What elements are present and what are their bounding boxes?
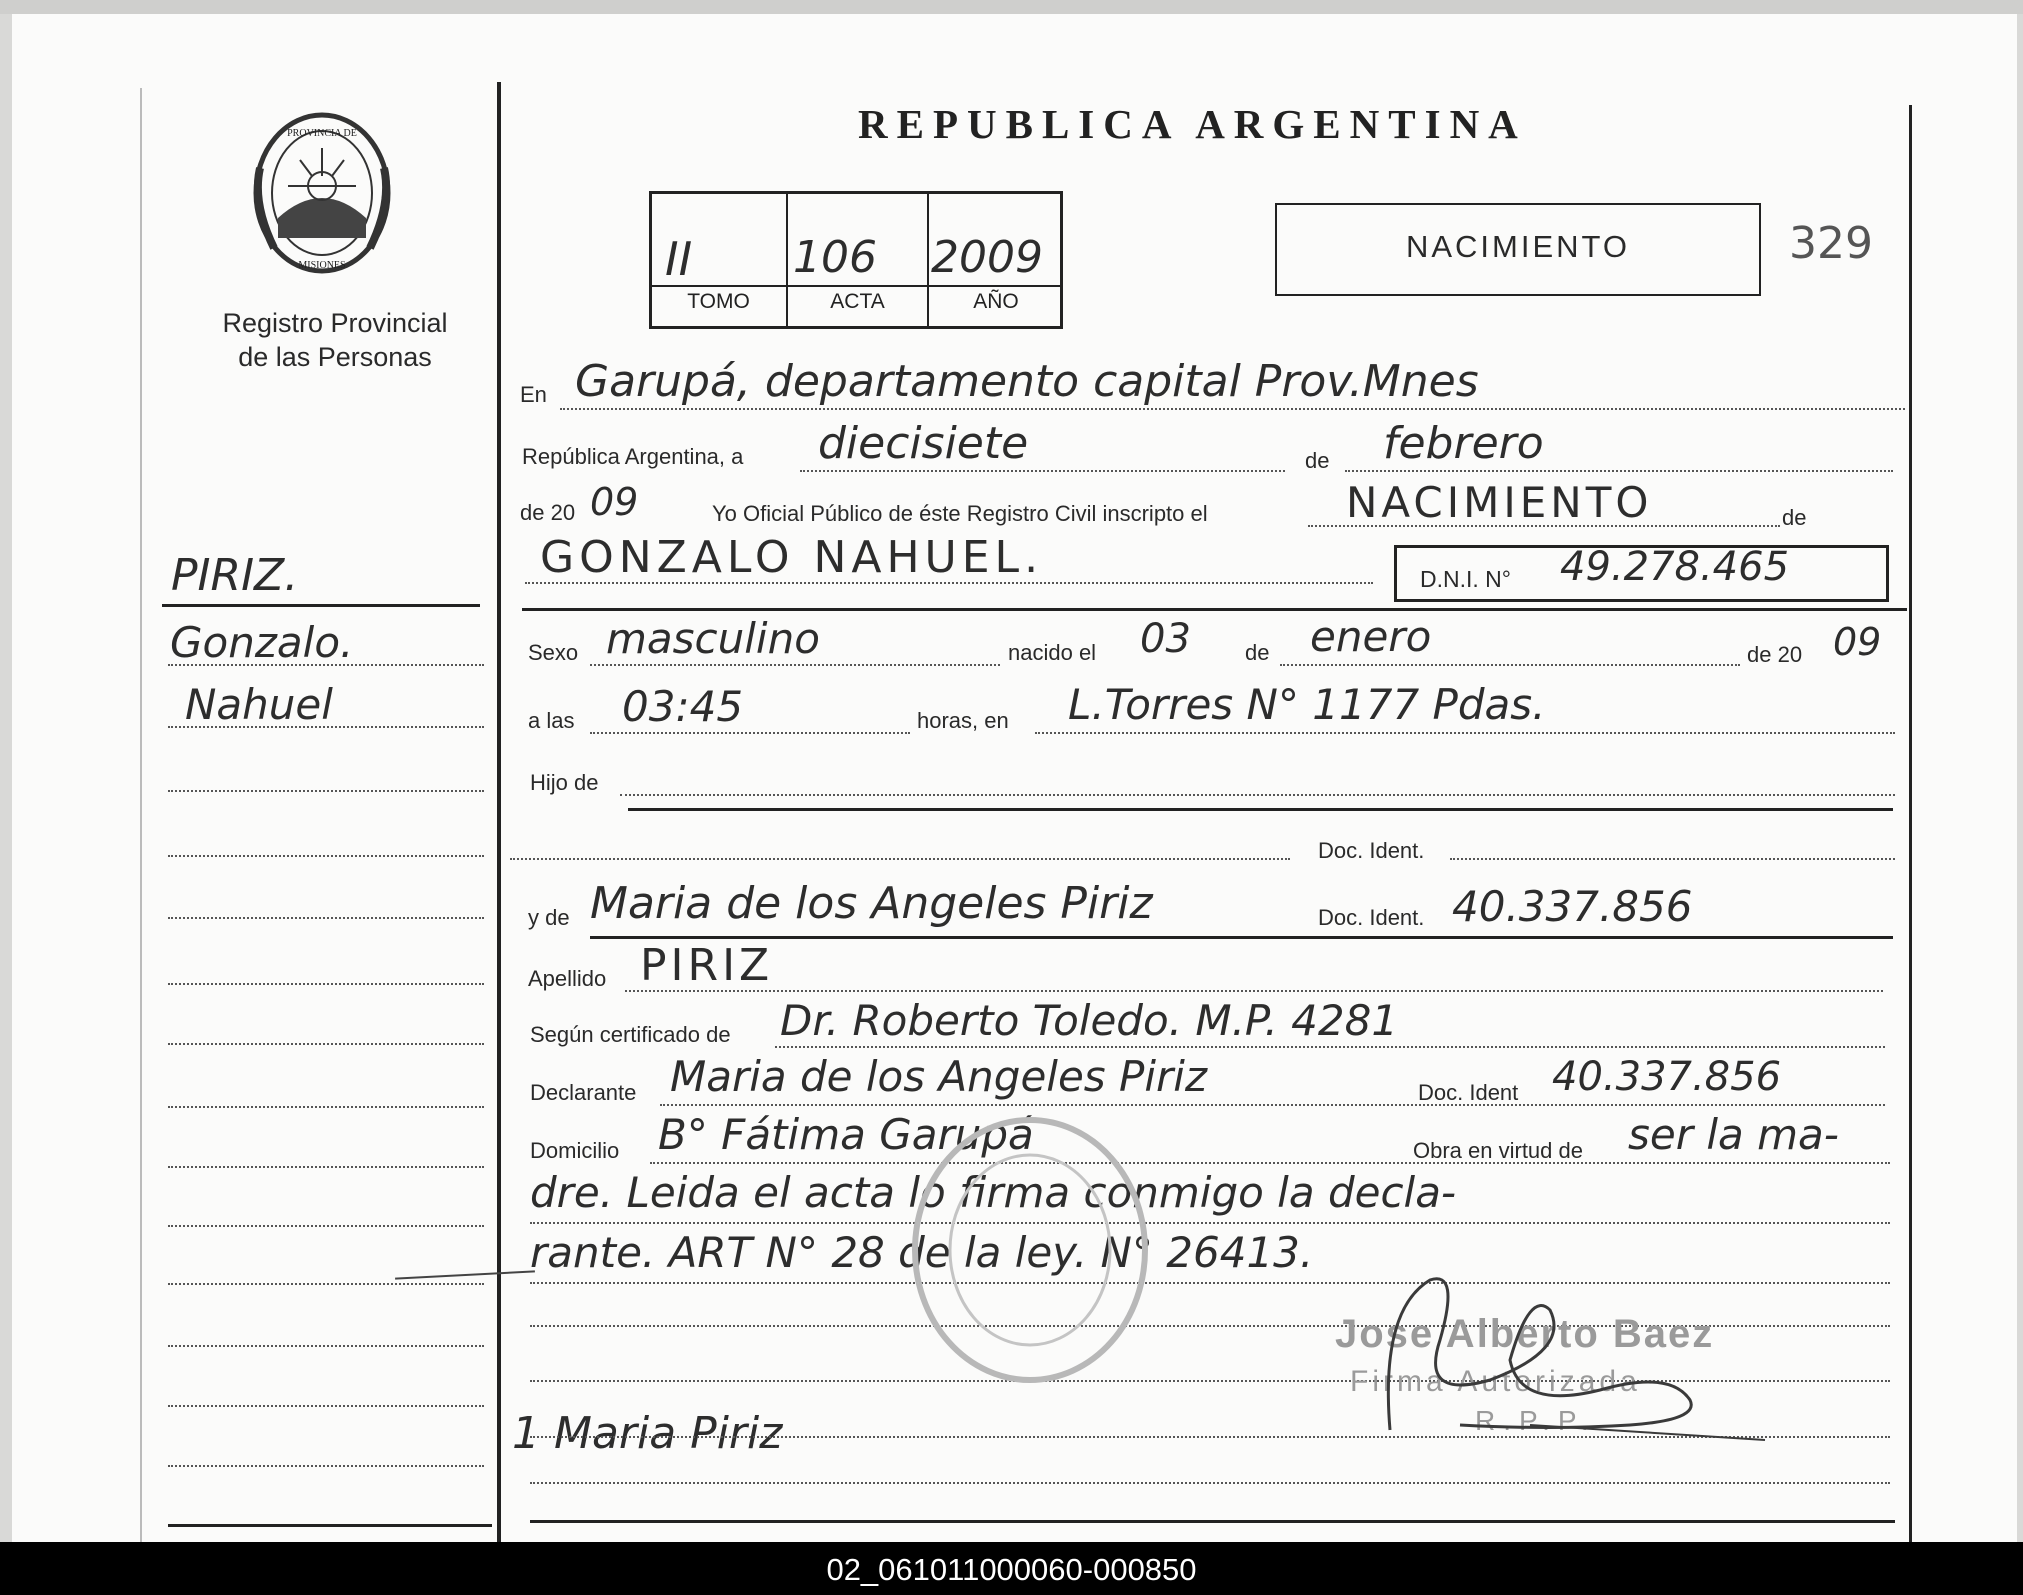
value-note-line-2: rante. ART N° 28 de la ley. N° 26413. [530,1228,1314,1277]
margin-line [168,1043,484,1045]
label-de-month: de [1245,640,1270,665]
line-father-cont [510,858,1290,860]
margin-surname: PIRIZ. [171,550,299,601]
label-horas-en: horas, en [917,708,1009,733]
line-address [650,1162,1890,1164]
label-y-de: y de [528,905,570,930]
value-birth-day: 03 [1140,616,1191,662]
line-father [620,794,1895,796]
line-child-name [525,582,1373,584]
line-sex [590,664,1000,666]
value-dni: 49.278.465 [1560,544,1790,590]
label-apellido: Apellido [528,966,607,991]
record-number: 329 [1789,218,1873,269]
rule-father [628,808,1893,811]
value-year: 09 [590,480,639,524]
margin-line [168,726,484,728]
margin-rule-1 [162,604,480,607]
margin-line [168,1465,484,1467]
label-de20b: de 20 [1747,642,1803,667]
margin-line [168,664,484,666]
value-birth-place: L.Torres N° 1177 Pdas. [1068,680,1546,729]
line-certificate [775,1046,1885,1048]
value-place: Garupá, departamento capital Prov.Mnes [575,356,1479,407]
scan-top-strip [0,0,2023,14]
empty-line [530,1482,1890,1484]
label-doc-ident: Doc. Ident. [1318,838,1425,863]
margin-line [168,1225,484,1227]
rule-mother [590,936,1893,939]
line-note-1 [530,1222,1890,1224]
value-birth-year: 09 [1833,620,1882,664]
margin-second-name: Nahuel [185,680,333,729]
margin-line [168,917,484,919]
label-de20: de 20 [520,500,576,525]
seal-top-text: PROVINCIA DE [287,128,357,139]
value-sex: masculino [606,614,820,663]
margin-line [168,790,484,792]
registry-line-1: Registro Provincial [222,308,448,338]
right-border [1909,105,1912,1542]
line-hour [590,732,910,734]
rule-after-name [522,608,1907,611]
margin-line [168,1283,484,1285]
margin-line [168,855,484,857]
line-day [800,470,1285,472]
official-signature-icon [1370,1250,1770,1450]
document-code: 02_061011000060-000850 [826,1552,1197,1587]
line-declarant [660,1104,1885,1106]
line-surname [625,990,1883,992]
value-day: diecisiete [818,418,1029,469]
official-role: Firma Autorizada [1350,1365,1641,1398]
line-birth-place [1035,732,1895,734]
value-by-virtue: ser la ma- [1628,1110,1839,1159]
value-hour: 03:45 [622,682,744,731]
line-birth-month [1280,664,1740,666]
value-mother: Maria de los Angeles Piriz [590,878,1153,929]
value-surname: PIRIZ [640,940,774,991]
line-father-doc [1450,858,1895,860]
seal-bottom-text: MISIONES [298,260,346,271]
label-domicilio: Domicilio [530,1138,620,1163]
official-name: Jose Alberto Baez [1335,1312,1715,1356]
page-title: REPUBLICA ARGENTINA [858,101,1527,147]
margin-divider [497,82,501,1542]
scan-footer [0,1542,2023,1595]
label-nacido: nacido el [1008,640,1097,665]
margin-line [168,1106,484,1108]
label-sexo: Sexo [528,640,579,665]
label-oficial: Yo Oficial Público de éste Registro Civil inscripto el [712,501,1208,526]
value-inscribed: NACIMIENTO [1346,478,1653,527]
label-declarante: Declarante [530,1080,637,1105]
value-note-line-1: dre. Leida el acta lo firma conmigo la decla- [530,1168,1457,1217]
label-dni: D.N.I. N° [1420,566,1511,592]
label-de-end: de [1782,505,1807,530]
label-de: de [1305,448,1330,473]
acta-value: 106 [793,232,877,283]
anio-value: 2009 [931,232,1043,283]
acta-label: ACTA [830,290,885,313]
value-declarant-doc: 40.337.856 [1552,1054,1782,1100]
registry-name [195,306,475,374]
margin-line [168,1405,484,1407]
value-address: B° Fátima Garupá [658,1110,1034,1159]
record-type: NACIMIENTO [1405,229,1631,264]
value-mother-doc: 40.337.856 [1452,882,1693,931]
label-a-las: a las [528,708,575,733]
margin-signature: 1 Maria Piriz [512,1408,783,1459]
label-hijo-de: Hijo de [530,770,599,795]
tomo-label: TOMO [687,290,750,313]
province-seal-icon [248,108,396,278]
line-place [560,408,1905,410]
label-doc-ident-declarant: Doc. Ident [1418,1080,1519,1105]
label-en: En [520,382,547,407]
value-birth-month: enero [1310,612,1432,661]
label-republica: República Argentina, a [522,444,744,469]
left-edge-mark [140,88,142,1542]
label-doc-ident-mother: Doc. Ident. [1318,905,1425,930]
margin-line [168,1345,484,1347]
value-child-name: GONZALO NAHUEL. [540,532,1044,583]
bottom-rule [530,1520,1895,1523]
record-box-rule [649,285,1063,287]
margin-bottom-rule [168,1524,492,1527]
value-month: febrero [1383,418,1544,469]
official-org: R.P.P. [1475,1405,1597,1436]
value-certificate: Dr. Roberto Toledo. M.P. 4281 [780,996,1399,1045]
tomo-value: II [665,232,693,286]
margin-line [168,983,484,985]
registry-line-2: de las Personas [238,342,432,372]
label-obra: Obra en virtud de [1413,1138,1583,1163]
label-segun: Según certificado de [530,1022,731,1047]
registry-stamp-icon [905,1110,1155,1390]
line-month [1345,470,1893,472]
margin-line [168,1166,484,1168]
value-declarant: Maria de los Angeles Piriz [670,1052,1208,1101]
margin-first-name: Gonzalo. [170,618,354,667]
anio-label: AÑO [973,290,1019,313]
